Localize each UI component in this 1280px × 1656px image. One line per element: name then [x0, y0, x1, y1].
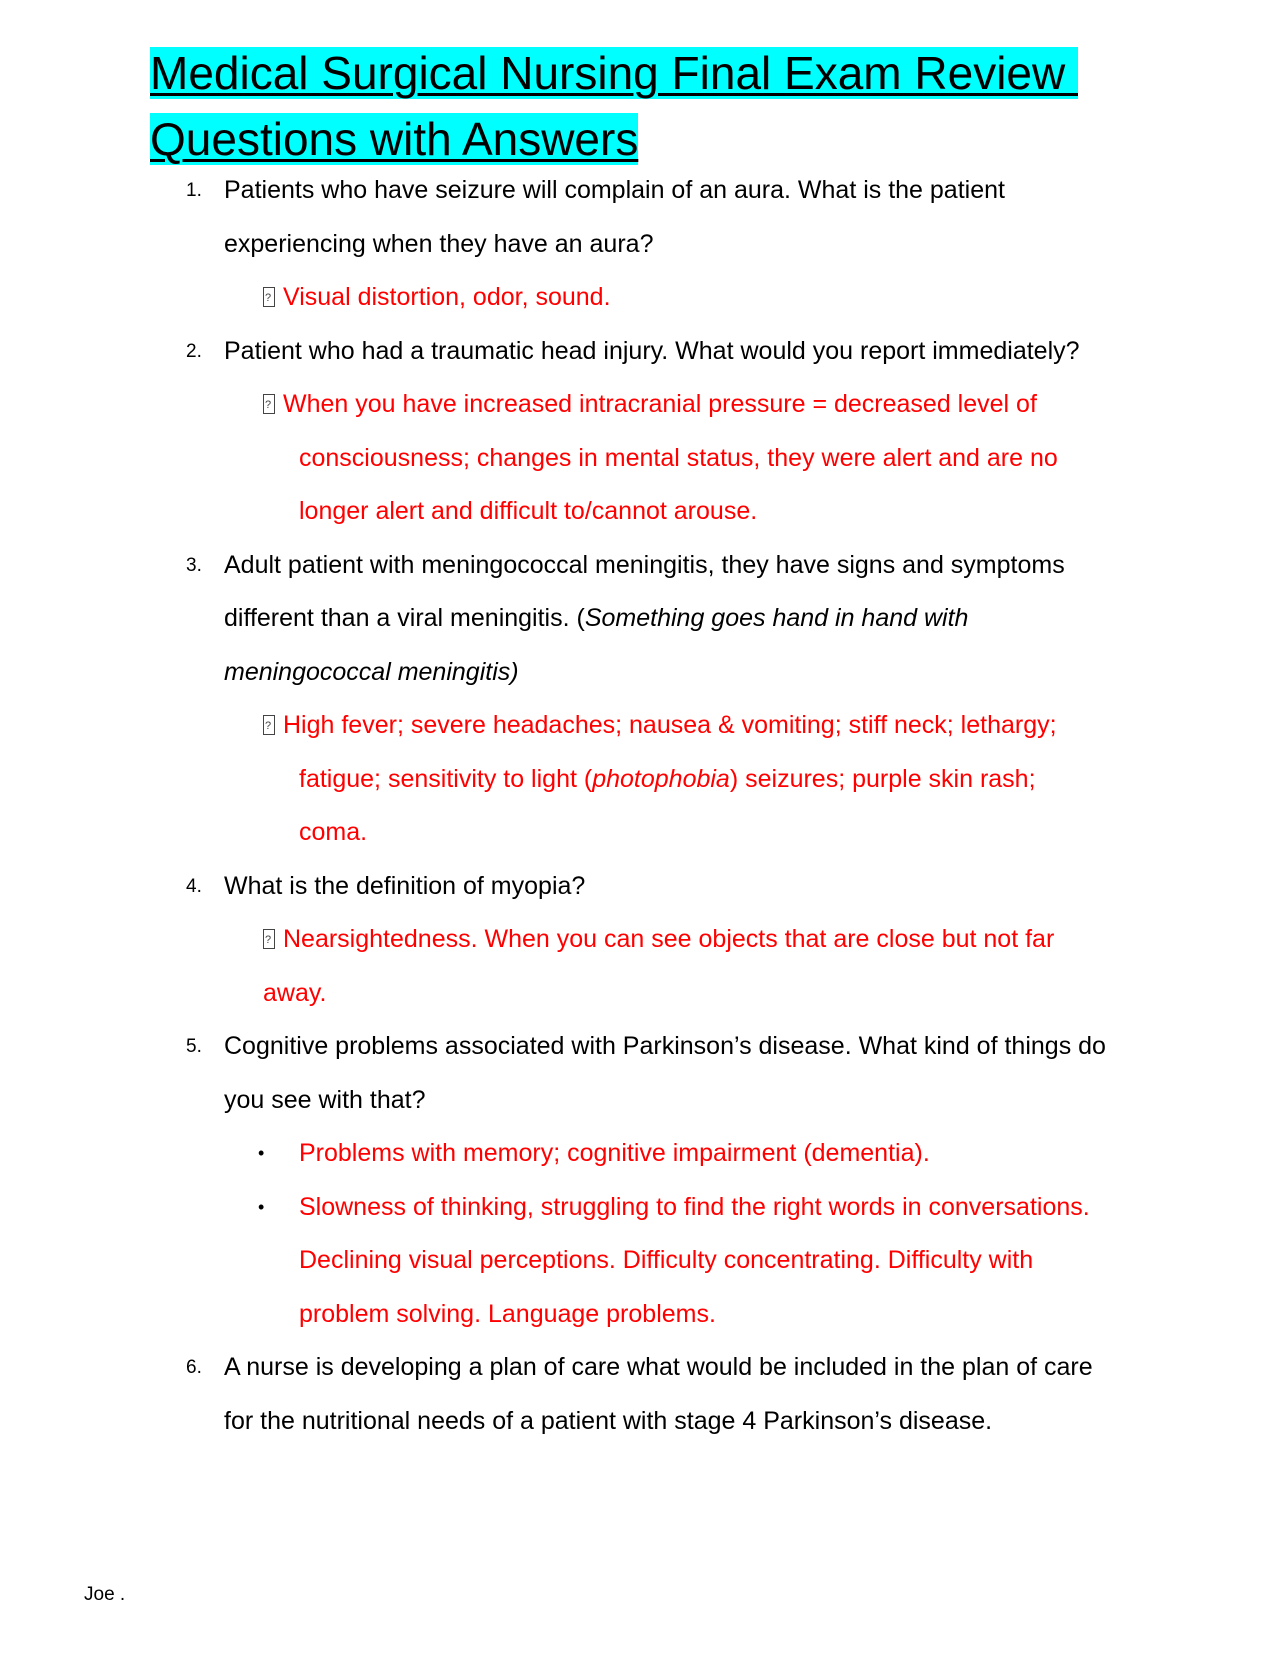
question-item	[150, 1341, 1110, 1448]
answer-text: Visual distortion, odor, sound.	[283, 283, 611, 311]
question-text-italic: Something goes hand in hand with meningococcal meningitis)	[224, 604, 969, 686]
answer-text-pre: High fever; severe headaches; nausea & vomiting; stiff neck; lethargy; fatigue; sensitivity to light (	[283, 711, 1057, 793]
question-item	[150, 164, 1110, 271]
question-number: 6.	[186, 1357, 202, 1378]
answer-item	[150, 271, 1110, 325]
missing-glyph-icon	[263, 929, 275, 949]
answer-bullet	[150, 1181, 1110, 1342]
question-item	[150, 539, 1110, 700]
question-text: Patient who had a traumatic head injury. What would you report immediately?	[224, 336, 1080, 365]
answer-text: Nearsightedness. When you can see objects that are close but not far away.	[263, 925, 1055, 1007]
question-text: A nurse is developing a plan of care what would be included in the plan of care for the nutritional needs of a patient with stage 4 Parkinson’s disease.	[224, 1353, 1093, 1435]
question-text	[224, 539, 1110, 700]
answer-text-post: ) seizures; purple skin rash; coma.	[299, 764, 1036, 846]
question-number: 4.	[186, 875, 202, 897]
bullet-icon: •	[258, 1196, 265, 1217]
answer-item	[150, 378, 1110, 539]
answer-text: When you have increased intracranial pressure = decreased level of consciousness; changes in mental status, they were alert and are no longer alert and difficult to/cannot arouse.	[283, 390, 1058, 525]
question-item	[150, 325, 1110, 379]
missing-glyph-icon	[263, 394, 275, 414]
question-text-plain: Adult patient with meningococcal meningitis, they have signs and symptoms different than a viral meningitis. (	[224, 550, 1065, 632]
question-number: 1.	[186, 180, 202, 201]
question-item	[150, 1020, 1110, 1127]
question-number: 2.	[186, 340, 202, 362]
answer-text-italic: photophobia	[592, 764, 730, 793]
answer-item	[150, 913, 1110, 1020]
answer-bullet	[150, 1127, 1110, 1181]
answer-text: Problems with memory; cognitive impairment (dementia).	[299, 1139, 930, 1167]
footer-author: Joe .	[84, 1584, 126, 1605]
page-title	[150, 40, 1130, 172]
answer-text: Slowness of thinking, struggling to find the right words in conversations. Declining visual perceptions. Difficulty concentrating. Difficulty with problem solving. Language problems.	[299, 1192, 1090, 1328]
title-line-2: Questions with Answers	[150, 113, 639, 165]
title-line-1: Medical Surgical Nursing Final Exam Review	[150, 47, 1078, 99]
question-text: Cognitive problems associated with Parkinson’s disease. What kind of things do you see with that?	[224, 1032, 1106, 1114]
question-text: What is the definition of myopia?	[224, 871, 586, 900]
question-text: Patients who have seizure will complain of an aura. What is the patient experiencing when they have an aura?	[224, 176, 1005, 258]
bullet-icon: •	[258, 1143, 265, 1163]
question-item	[150, 860, 1110, 914]
question-list	[150, 164, 1110, 1448]
question-number: 5.	[186, 1036, 202, 1057]
missing-glyph-icon	[263, 715, 275, 735]
question-number: 3.	[186, 554, 202, 576]
answer-item	[150, 699, 1110, 860]
missing-glyph-icon	[263, 287, 275, 307]
